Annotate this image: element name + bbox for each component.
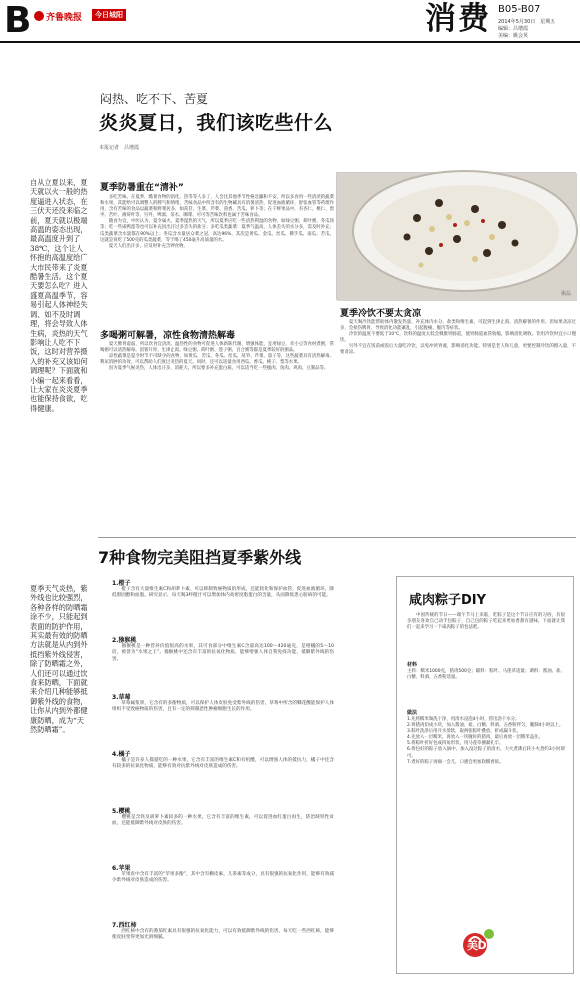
article1-body: 多吃苦味、在夏季，酷暑食物的消化，热等等人多了，人会比其他季节性格急躁和不安，所以多食用一些清淡的蔬菜和水果，其能给可以调整人的脾气和情绪，苦味食品中所含有的生物碱具有消暑清热，促进血液循环，舒张血管等药理作用，含有苦味的食品以蔬菜和野菜居多，如莴苣、生菜、芹菜、茴香、苦瓜、萝卜等；在干鲜果品中，有杏仁、桃仁、黑枣、苦叶、薄荷叶等，另外，啤酒、茶水、咖啡、可可等苦味饮料也属于苦味食品。 随食为宜，中医认为，夏令属火，夏季湿热的天气，所以夏季应吃一些清热利湿的食物，如绿豆粥、荷叶粥、冬瓜汤等；吃一些咸鸭蛋等也可以补充因出汗过多丢失的盐分；多吃瓜类蔬菜：夏季气温高，人体丢失的水分多，需及时补充；瓜类蔬菜含水量都在90%以上；冬瓜含水量居众菜之冠，高达96%，其次是黄瓜、金瓜、丝瓜、佛手瓜、南瓜、苦瓜，这就是说吃了500克的瓜类蔬菜，等于喝了450毫升高质量的水。 夏天人们出汗多，应及时补充含钾食物。 — [100, 195, 334, 249]
section-divider — [98, 537, 576, 538]
diy-intro: 中国传统的节日——端午节马上来临，吃粽子是这个节日应有的习俗，有很多朋友喜欢自己动手包粽子，自己包的粽子吃起来更加香甜有滋味，下面就让我们一起来学习一下咸肉粽子的包法吧。 — [407, 613, 565, 631]
paper-tag: 今日城阳 — [92, 9, 126, 21]
masthead — [0, 0, 580, 44]
food-item-body: 猕猴桃是一种营养价值很高的水果，其可食部分中维生素C含量高达100～420毫克，是柑橘的5～10倍，被誉为“水果之王”。猕猴桃中还含有丰富的抗氧化物质，能够增强人体自我免疫功能，抵御紫外线的伤害。 — [112, 644, 334, 662]
food-item-body: 西红柿中含有的番茄红素具有很强的抗氧化能力，可以有效抵御紫外线的伤害，每天吃一些西红柿，能够使皮肤变得更加光滑细腻。 — [112, 929, 334, 941]
food-item-body: 苹果皮中含有丰富的“苹果多酚”，其中含有槲皮素、儿茶素等成分，具有很强的抗氧化作用，能够有效减少紫外线对皮肤造成的伤害。 — [112, 872, 334, 884]
paper-name: 齐鲁晚报 — [46, 13, 83, 23]
diy-box — [396, 576, 574, 974]
hero-headline: 炎炎夏日，我们该吃些什么 — [99, 112, 334, 134]
masthead-rule — [0, 41, 580, 43]
diy-steps: 1.先将糯米淘洗干净，用清水浸泡4小时，捞出沥干水分。 2.将猪肉切成小块，加入酱油、盐、白糖、料酒、五香粉拌匀，腌制4小时以上。 3.粽叶洗净后用开水烫软，取两张粽叶叠放，折成漏斗状。 4.先放入一层糯米，再放入一块腌好的猪肉，最后再放一层糯米盖住。 5.将粽叶折好包成四角形状，用马莲草捆紧扎牢。 6.将包好的粽子放入锅中，加入没过粽子的清水，大火煮沸后转小火煮约3小时即可。 7.煮好的粽子再焖一会儿，口感会更加软糯香浓。 — [407, 717, 565, 765]
sidebar-intro: 自从立夏以来，夏天就以火一般的热度逼进入状态，在三伏天还没来临之前，夏天就以极端高温的姿态出现，最高温度升到了38℃，这个让人怀抱的高温度给广大市民带来了炎夏酷暑生活。这个夏天要怎么吃？进入盛夏高温季节，容易引起人体神经失调、如不及时调理，将会导致人体生病，炎热的天气影响让人吃不下饭，这时对营养摄入的补充又该如何调理呢？下面就和小编一起来看看，让大家在炎炎夏季也能保持食欲，吃得健康。 — [30, 178, 88, 413]
diy-ingredients-title: 材料 — [407, 662, 418, 668]
food-item-body: 樱桃是含铁及胡萝卜素较多的一种水果，它含有丰富的维生素，可以促进血红蛋白再生，防治缺铁性贫血，还能抵御紫外线对皮肤的伤害。 — [112, 815, 334, 827]
food-item — [112, 863, 334, 920]
article1-heading: 夏季防暑重在“清补” — [100, 183, 184, 193]
food-item-title: 4.橘子 — [112, 751, 131, 758]
feature-items — [112, 578, 334, 978]
food-item-title: 5.樱桃 — [112, 808, 131, 815]
food-item — [112, 578, 334, 635]
editor-line: 编辑：吕增霞 — [498, 26, 529, 32]
paper-logo-icon — [34, 11, 44, 21]
article3-heading: 夏季冷饮不要太贪凉 — [340, 309, 422, 319]
porridge-photo — [336, 172, 576, 300]
paper-logo — [34, 10, 86, 26]
food-item — [112, 749, 334, 806]
porridge-bowl-image — [337, 173, 577, 301]
diy-method-title: 做法 — [407, 710, 418, 716]
food-item-body: 橘子是许多人都爱吃的一种水果，它含有丰富的维生素C和有机酸，可以增强人体的抵抗力，橘子中还含有较多的抗氧化物质，能够有效对抗紫外线对皮肤造成的伤害。 — [112, 758, 334, 770]
food-item-title: 1.橙子 — [112, 580, 131, 587]
article2-body: 夏天脾胃虚弱，所以饮食宜清淡。温热性的食物可促进人体新陈代谢，增强体能，宜用绿豆、赤小豆等食材煮粥，常喝粥可以清热解毒、消暑开胃、生津止渴。绿豆粥、荷叶粥、莲子粥、百合粥等都是夏季较好的粥品。 凉性蔬菜是夏令时节不可缺少的食物，如黄瓜、苦瓜、冬瓜、丝瓜、莴笋、芹菜、茄子等，这些蔬菜具有清热解毒、利尿消肿的功效，可以帮助人们度过炎热的夏天。同时，还可以适量食用西瓜、香瓜、桃子、梨等水果。 因为夏季气候炎热，人体出汗多，消耗大，所以要多补充蛋白质，可以适当吃一些瘦肉、鱼肉、鸡肉、豆制品等。 — [100, 342, 334, 372]
page-range: B05-B07 — [498, 4, 541, 15]
designer-line: 美编：姚会英 — [498, 33, 529, 39]
food-item — [112, 692, 334, 749]
article3-body: 夏天喝冷饮能帮助体内散发热量，补充体内水分、盐类和维生素，可起到生津止渴、清热解暑的作用。但如果贪凉过多，会损伤脾胃，导致消化功能紊乱，引起腹痛、腹泻等症状。 冷饮的温度不要低于10℃，饮料的温度太低会刺激胃肠道，使胃肠道血管收缩，影响消化吸收。饮用冷饮时宜小口慢饮。 另外不宜在饭前或饭后大量吃冷饮，以免冲淡胃液，影响消化功能。特别是老人和儿童，更要控制冷饮的摄入量，不要贪凉。 — [340, 320, 576, 356]
food-item-title: 2.猕猴桃 — [112, 637, 137, 644]
section-letter: B — [4, 0, 32, 41]
hero-byline: 本报记者 吕增霞 — [99, 145, 140, 151]
food-item — [112, 920, 334, 977]
sidebar-uv: 夏季天气炎热，紫外线也比较强烈，各种各样的防晒霜涂不少，只能起到表面的防护作用，其实最有效的防晒方法就是从内到外抵挡紫外线侵害，除了防晒霜之外，人们还可以通过饮食来防晒，下面就来介绍几种能够抵御紫外线的食物，让你从内到外都健康防晒，成为“天然防晒霜”。 — [30, 584, 88, 735]
food-item-body: 橙子含有大量维生素C和胡萝卜素，可以抑制致癌物质的形成，还能软化和保护血管，促进血液循环，降低胆固醇和血脂。研究显示，每天喝3杯橙汁可以增加体内高密度脂蛋白的含量，从而降低患心脏病的可能。 — [112, 587, 334, 599]
diy-logo-text: 美DIY — [467, 939, 498, 952]
food-item — [112, 635, 334, 692]
diy-title: 咸肉粽子DIY — [409, 593, 487, 608]
diy-ingredients: 主料：糯米1000克，猪肉500克；辅料：粽叶、马莲草适量；调料：酱油、盐、白糖、料酒、五香粉适量。 — [407, 669, 565, 681]
date-line: 2014年5月30日 星期五 — [498, 19, 556, 25]
food-item-title: 6.苹果 — [112, 865, 131, 872]
food-item-body: 草莓属浆果，它含有的多酚物质，可以保护人体皮肤免受紫外线的伤害，草莓中所含的鞣花酸能保护人体组织不受致癌物质的伤害，且有一定的抑制恶性肿瘤细胞生长的作用。 — [112, 701, 334, 713]
food-item — [112, 806, 334, 863]
hero-kicker: 闷热、吃不下、苦夏 — [100, 92, 209, 106]
diy-logo — [461, 925, 521, 965]
section-title: 消费 — [425, 1, 491, 37]
article2-heading: 多喝粥可解暑，凉性食物清热解毒 — [100, 331, 236, 341]
food-item-title: 7.西红柿 — [112, 922, 137, 929]
feature-headline: 7种食物完美阻挡夏季紫外线 — [98, 548, 302, 567]
porridge-photo-caption: 粥品 — [560, 291, 571, 297]
food-item-title: 3.草莓 — [112, 694, 131, 701]
